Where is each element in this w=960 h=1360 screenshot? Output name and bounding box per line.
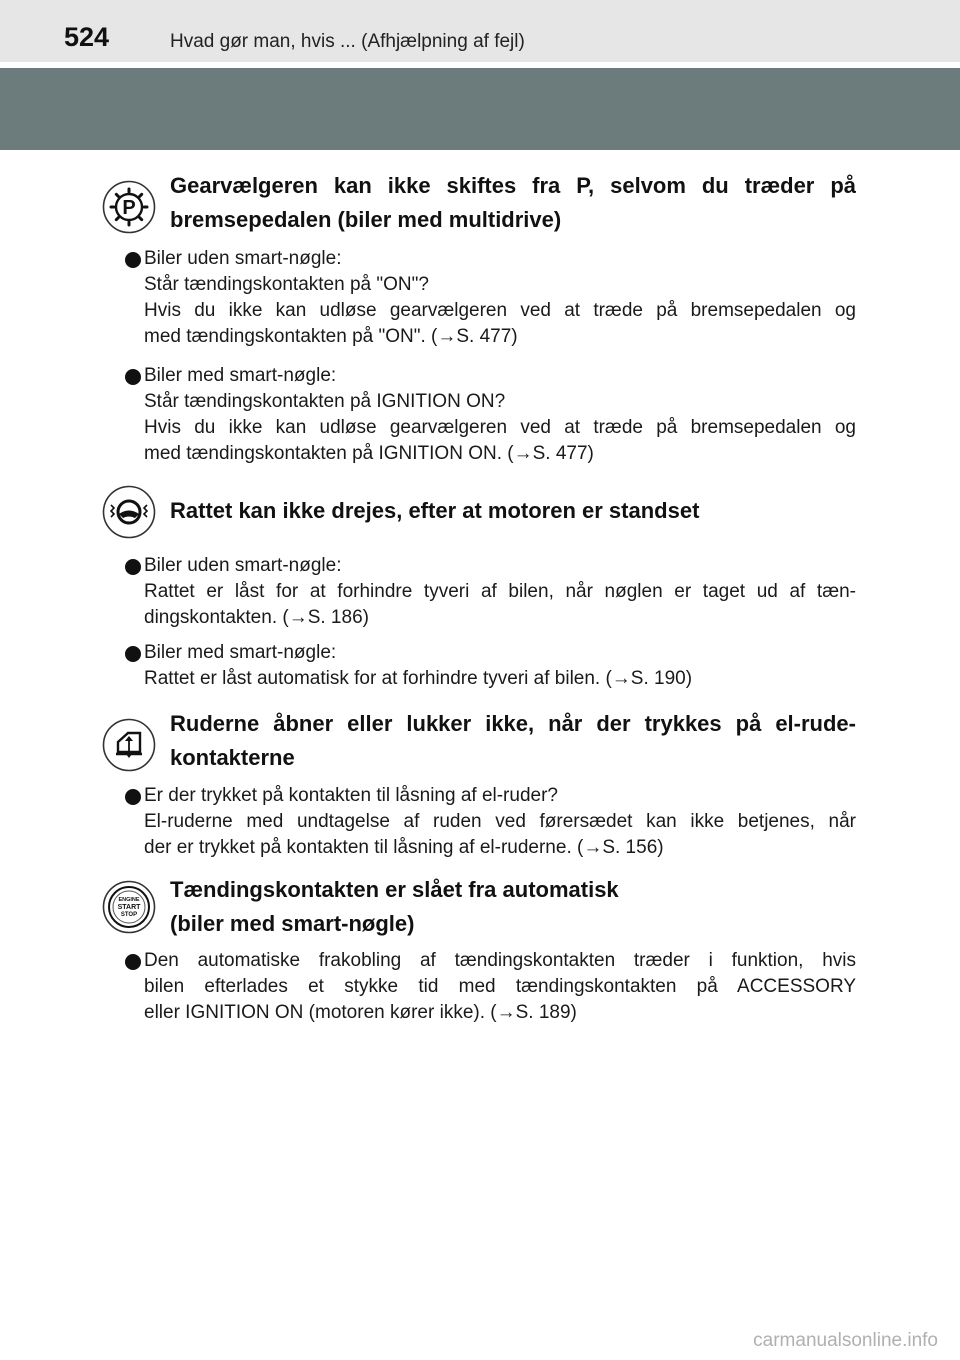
item-line: der er trykket på kontakten til låsning af el-ruderne. (→S. 156) — [144, 837, 664, 858]
engine-start-stop-icon — [102, 880, 156, 934]
item-line: Hvis du ikke kan udløse gearvælgeren ved at træde på bremsepedalen og — [144, 417, 856, 438]
item-line: Rattet er låst for at forhindre tyveri af bilen, når nøglen er taget ud af tæn- — [144, 581, 856, 602]
section-title: Gearvælgeren kan ikke skiftes fra P, selvom du træder på bremsepedalen (biler med multidrive) — [170, 173, 856, 232]
item-line: med tændingskontakten på IGNITION ON. (→S. 477) — [144, 443, 594, 464]
icon-text: STOP — [120, 912, 138, 918]
item-line: Står tændingskontakten på IGNITION ON? — [144, 391, 506, 412]
page-number: 524 — [64, 22, 110, 52]
item-line: Biler med smart-nøgle: — [144, 642, 337, 663]
item-line: Biler med smart-nøgle: — [144, 365, 337, 386]
item-line: Rattet er låst automatisk for at forhindre tyveri af bilen. (→S. 190) — [144, 668, 693, 689]
section-title-line: Tændingskontakten er slået fra automatisk — [170, 877, 619, 902]
svg-text:P: P — [122, 197, 136, 219]
item-line: Biler uden smart-nøgle: — [144, 248, 342, 269]
item-line: bilen efterlades et stykke tid med tændingskontakten på ACCESSORY — [144, 976, 856, 997]
section-title — [170, 873, 856, 941]
item-line: Står tændingskontakten på "ON"? — [144, 274, 429, 295]
section-title: Ruderne åbner eller lukker ikke, når der trykkes på el-rude-kontakterne — [170, 711, 856, 770]
bullet-icon — [125, 369, 141, 385]
icon-text: ENGINE — [118, 897, 140, 903]
bullet-icon — [125, 559, 141, 575]
header-bar — [0, 0, 960, 62]
bullet-icon — [125, 646, 141, 662]
item-line: Den automatiske frakobling af tændingskontakten træder i funktion, hvis — [144, 950, 856, 971]
page-heading: Hvad gør man, hvis ... (Afhjælpning af fejl) — [170, 31, 525, 52]
bullet-icon — [125, 252, 141, 268]
section-band — [0, 68, 960, 150]
item-line: El-ruderne med undtagelse af ruden ved førersædet kan ikke betjenes, når — [144, 811, 856, 832]
icon-text: START — [117, 904, 141, 911]
section-title-line: (biler med smart-nøgle) — [170, 911, 415, 936]
item-line: eller IGNITION ON (motoren kører ikke). (→S. 189) — [144, 1002, 577, 1023]
bullet-icon — [125, 954, 141, 970]
section-title: Rattet kan ikke drejes, efter at motoren er standset — [170, 498, 700, 523]
item-line: Er der trykket på kontakten til låsning af el-ruder? — [144, 785, 558, 806]
item-line: dingskontakten. (→S. 186) — [144, 607, 369, 628]
p-gear-icon — [102, 180, 156, 234]
item-line: med tændingskontakten på "ON". (→S. 477) — [144, 326, 518, 347]
watermark: carmanualsonline.info — [753, 1330, 938, 1351]
item-line: Hvis du ikke kan udløse gearvælgeren ved at træde på bremsepedalen og — [144, 300, 856, 321]
item-line: Biler uden smart-nøgle: — [144, 555, 342, 576]
bullet-icon — [125, 789, 141, 805]
steering-wheel-icon — [102, 485, 156, 539]
window-switch-icon — [102, 718, 156, 772]
